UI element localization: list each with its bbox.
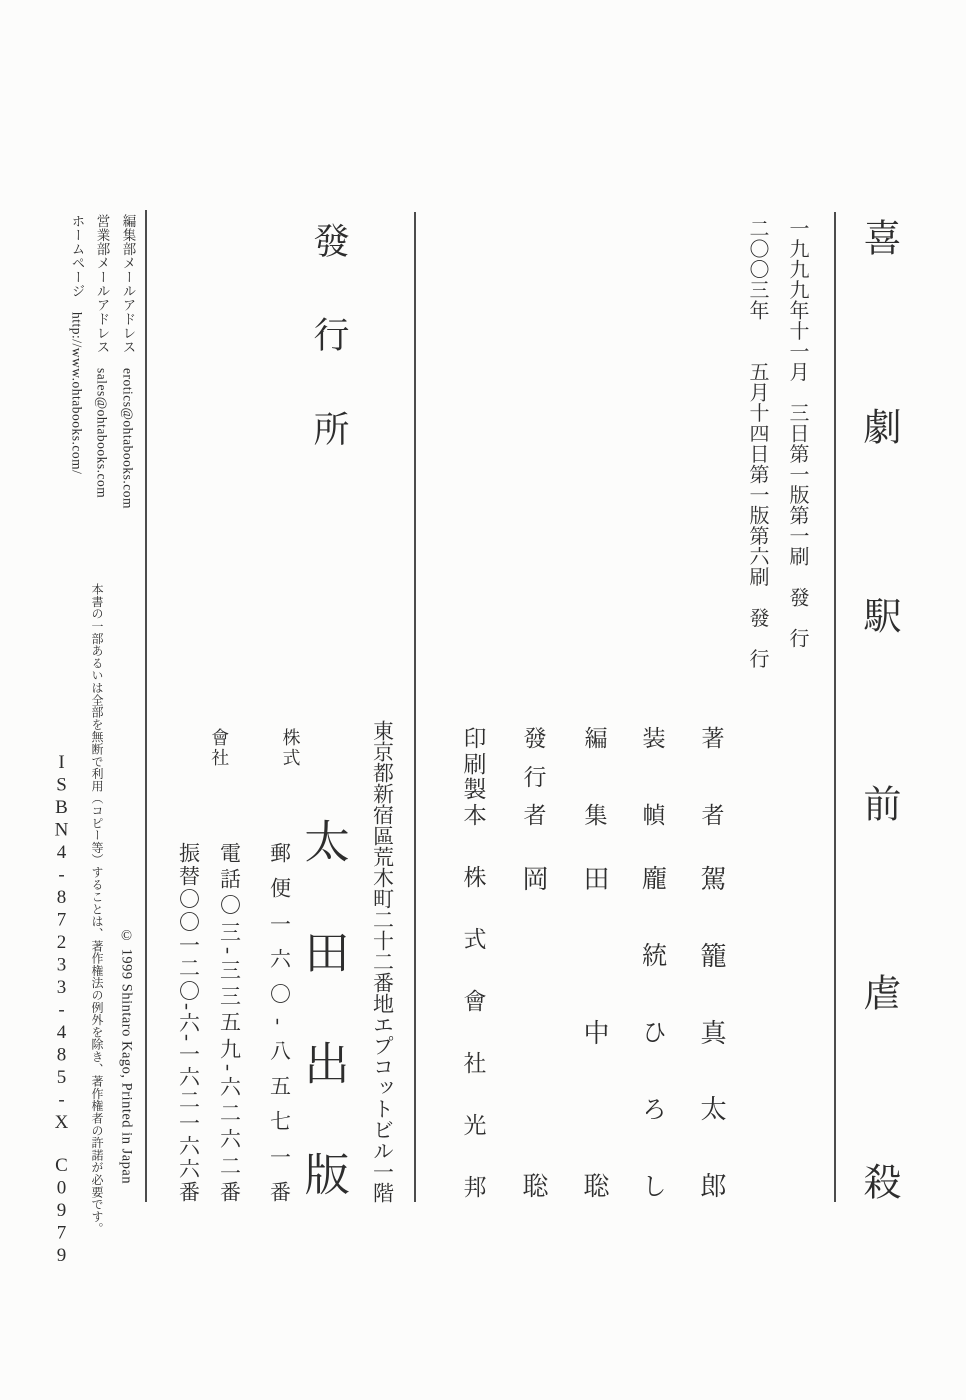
credit-author-label: 著 者 bbox=[698, 726, 724, 826]
divider-credits bbox=[414, 212, 416, 1202]
isbn-code: ISBN4-87233-485-X C0979 bbox=[51, 752, 72, 1268]
credit-publisher-person bbox=[516, 726, 550, 1198]
printing-sixth-edition: 二〇〇三年 五月十四日第一版第六刷 發 行 bbox=[746, 218, 768, 669]
printing-first-edition: 一九九九年十一月 三日第一版第一刷 發 行 bbox=[786, 218, 808, 649]
publisher-company-prefix-right: 株式 bbox=[280, 728, 301, 768]
credit-editor-name: 田 中 聡 bbox=[580, 865, 609, 1198]
publisher-company-name: 太 田 出 版 bbox=[297, 818, 348, 1196]
publisher-postal-code: 郵 便 一 六 〇 - 八 五 七 一 番 bbox=[267, 842, 292, 1202]
editorial-email: 編集部メールアドレス erotics@ohtabooks.com bbox=[120, 214, 136, 510]
credit-printer-name: 株 式 會 社 光 邦 bbox=[460, 865, 486, 1198]
credit-design-name: 龐 統 ひ ろ し bbox=[638, 865, 666, 1198]
credit-author bbox=[694, 726, 728, 1198]
credit-editor bbox=[577, 726, 611, 1198]
publisher-section-label: 發 行 所 bbox=[309, 222, 349, 446]
homepage-url: ホームページ http://www.ohtabooks.com/ bbox=[69, 214, 85, 475]
credit-publisher-person-label: 發 行 者 bbox=[520, 726, 546, 826]
divider-title bbox=[834, 212, 836, 1202]
credit-printer bbox=[457, 726, 489, 1198]
credit-design-label: 装 幀 bbox=[639, 726, 665, 826]
credit-design bbox=[636, 726, 668, 1198]
copyright-line: © 1999 Shintaro Kago, Printed in Japan bbox=[118, 928, 135, 1185]
divider-contact bbox=[145, 210, 147, 1202]
publisher-company-prefix-left: 會社 bbox=[209, 728, 230, 768]
publisher-phone-number: 電 話 〇 三 - 三 三 五 九 - 六 二 六 二 番 bbox=[217, 842, 242, 1202]
credit-printer-label: 印 刷 製 本 bbox=[460, 726, 486, 826]
rights-notice: 本書の一部あるいは全部を無断で利用（コピー等）することは、著作権法の例外を除き、著作権者の許諾が必要です。 bbox=[90, 583, 104, 1235]
publisher-transfer-account: 振 替 〇 〇 一 二 〇 - 六 - 一 六 二 一 六 六 番 bbox=[176, 842, 201, 1202]
credit-author-name: 駕 籠 真 太 郎 bbox=[697, 865, 726, 1198]
credit-publisher-person-name: 岡 聡 bbox=[519, 865, 548, 1198]
sales-email: 営業部メールアドレス sales@ohtabooks.com bbox=[94, 214, 110, 499]
credit-editor-label: 編 集 bbox=[581, 726, 607, 826]
publisher-address: 東 京 都 新 宿 區 荒 木 町 二 十 二 番 地 エ プ コ ッ ト ビ ル 一 階 bbox=[370, 720, 395, 1203]
publisher-company-prefix bbox=[159, 728, 349, 768]
book-title: 喜 劇 駅 前 虐 殺 bbox=[857, 218, 899, 1200]
